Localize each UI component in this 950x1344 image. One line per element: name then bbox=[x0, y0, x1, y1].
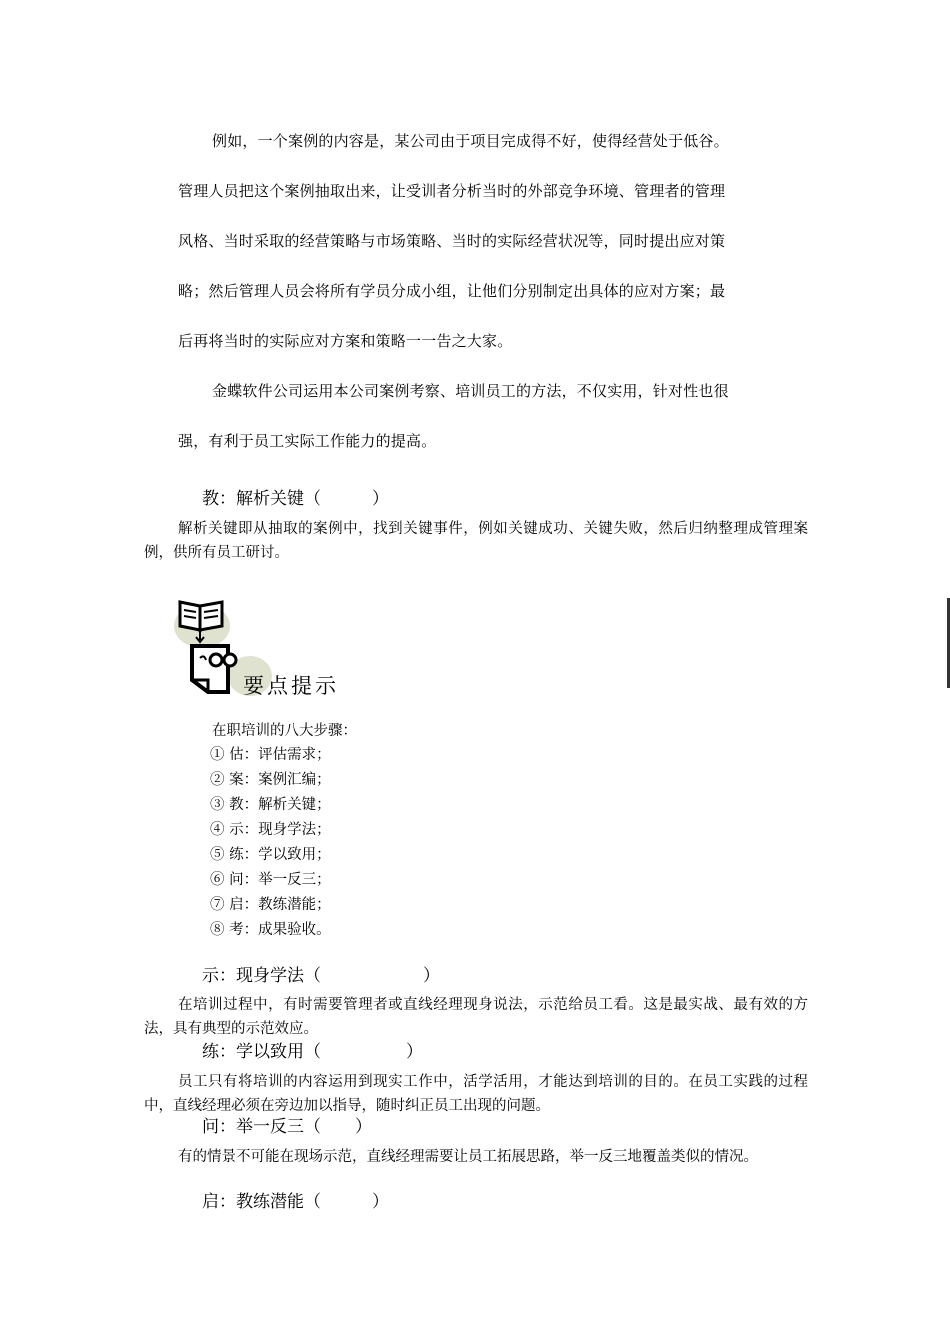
case-line-2: 管理人员把这个案例抽取出来，让受训者分析当时的外部竞争环境、管理者的管理 bbox=[178, 182, 726, 200]
step-item: ② 案：案例汇编； bbox=[210, 772, 331, 788]
section-show-body: 在培训过程中，有时需要管理者或直线经理现身说法，示范给员工看。这是最实战、最有效的方法，具有典型的示范效应。 bbox=[144, 997, 808, 1037]
case-line-7: 强，有利于员工实际工作能力的提高。 bbox=[178, 432, 437, 450]
section-inspire-heading: 启：教练潜能（ ） bbox=[202, 1192, 389, 1212]
case-line-4: 略；然后管理人员会将所有学员分成小组，让他们分别制定出具体的应对方案；最 bbox=[178, 282, 726, 300]
steps-list bbox=[210, 743, 331, 943]
section-show-heading: 示：现身学法（ ） bbox=[202, 966, 440, 986]
step-item: ⑤ 练：学以致用； bbox=[210, 847, 331, 863]
step-item: ⑧ 考：成果验收。 bbox=[210, 922, 331, 938]
section-teach-body: 解析关键即从抽取的案例中，找到关键事件，例如关键成功、关键失败，然后归纳整理成管理案例，供所有员工研讨。 bbox=[144, 521, 808, 561]
step-item: ⑥ 问：举一反三； bbox=[210, 872, 331, 888]
section-practice-heading: 练：学以致用（ ） bbox=[202, 1042, 423, 1062]
step-item: ① 估：评估需求； bbox=[210, 747, 331, 763]
section-practice-body: 员工只有将培训的内容运用到现实工作中，活学活用，才能达到培训的目的。在员工实践的过程中，直线经理必须在旁边加以指导，随时纠正员工出现的问题。 bbox=[144, 1074, 808, 1114]
step-item: ⑦ 启：教练潜能； bbox=[210, 897, 331, 913]
section-ask-body: 有的情景不可能在现场示范，直线经理需要让员工拓展思路，举一反三地覆盖类似的情况。 bbox=[178, 1149, 758, 1165]
tips-title: 要点提示 bbox=[243, 674, 339, 698]
case-line-1: 例如，一个案例的内容是，某公司由于项目完成得不好，使得经营处于低谷。 bbox=[212, 132, 729, 150]
case-line-3: 风格、当时采取的经营策略与市场策略、当时的实际经营状况等，同时提出应对策 bbox=[178, 232, 726, 250]
steps-intro: 在职培训的八大步骤： bbox=[212, 723, 357, 739]
section-ask-heading: 问：举一反三（ ） bbox=[202, 1117, 372, 1137]
case-line-6: 金蝶软件公司运用本公司案例考察、培训员工的方法，不仅实用，针对性也很 bbox=[212, 382, 729, 400]
step-item: ④ 示：现身学法； bbox=[210, 822, 331, 838]
step-item: ③ 教：解析关键； bbox=[210, 797, 331, 813]
case-line-5: 后再将当时的实际应对方案和策略一一告之大家。 bbox=[178, 332, 513, 350]
note-with-glasses-icon bbox=[192, 646, 236, 692]
section-teach-heading: 教：解析关键（ ） bbox=[202, 489, 389, 509]
